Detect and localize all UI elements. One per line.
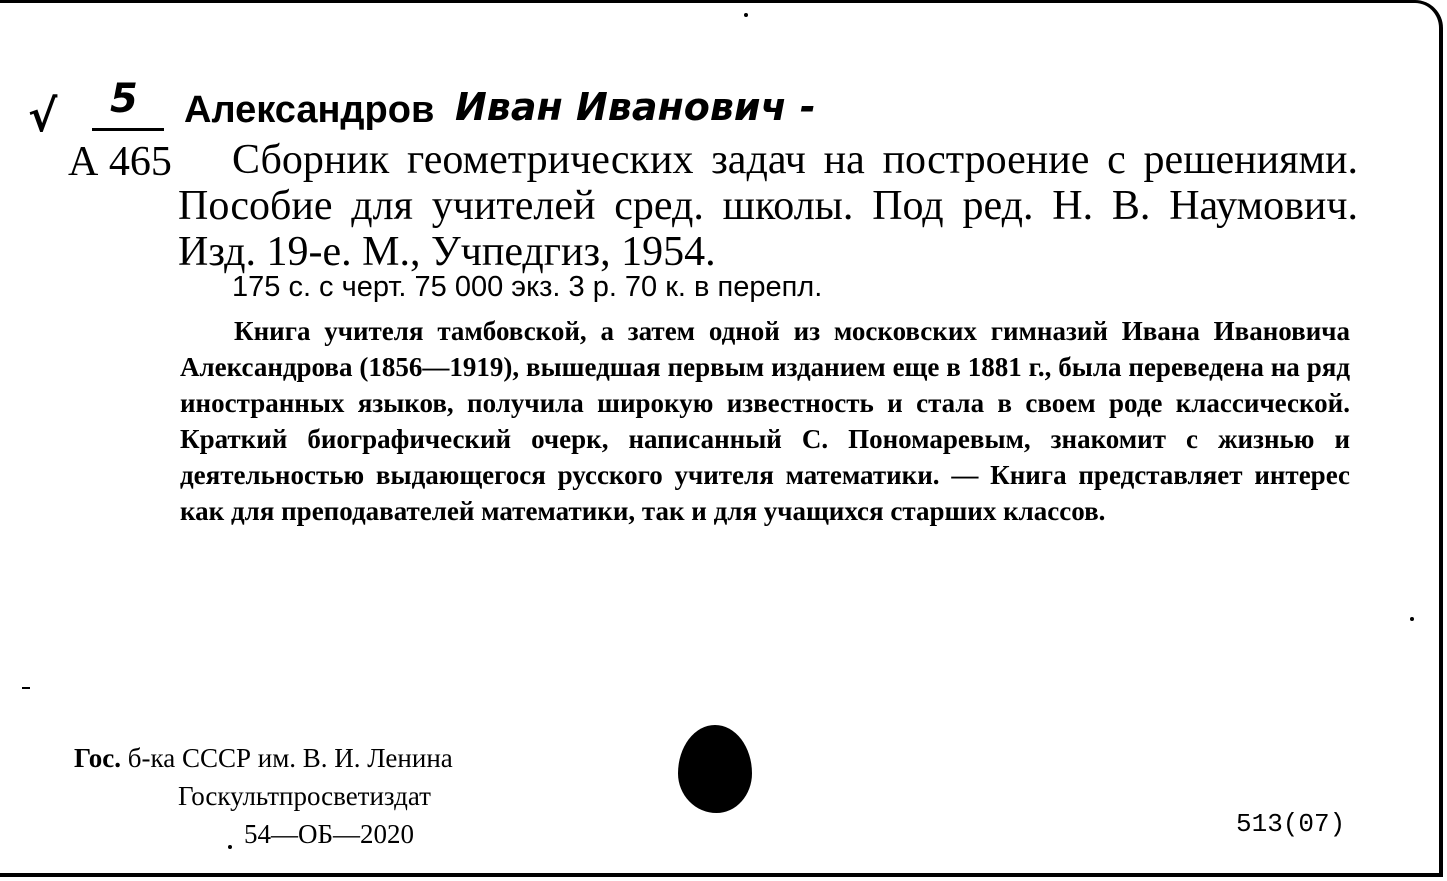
publisher-name: Госкультпросветиздат [178, 781, 431, 811]
speck [22, 687, 30, 689]
author-name-handwritten: Иван Иванович - [455, 85, 816, 129]
annotation-text: Книга учителя тамбовской, а затем одной из московских гимназий Ивана Ивановича Александрова (1856—1919), вышедшая первым изданием еще в 1881 г., была переведена на ряд иностранных языков, получила широкую известность и стала в своем роде классической. Краткий биографический очерк, написанный С. Пономаревым, знакомит с жизнью и деятельностью выдающегося русского учителя математики. — Книга представляет интерес как для преподавателей математики, так и для учащихся старших классов. [180, 316, 1350, 526]
footer-library-line [74, 739, 453, 777]
speck [228, 845, 232, 849]
punch-hole [678, 725, 752, 813]
call-number: А 465 [68, 139, 172, 185]
library-name: б-ка СССР им. В. И. Ленина [127, 743, 453, 773]
card-code: 54—ОБ—2020 [244, 819, 415, 849]
imprint-details: 175 с. с черт. 75 000 экз. 3 р. 70 к. в перепл. [232, 271, 823, 303]
underline-mark [92, 128, 164, 131]
speck [1410, 617, 1414, 621]
author-surname: Александров [184, 89, 435, 131]
handwritten-number: 5 [110, 76, 138, 122]
checkmark-handwritten: √ [28, 91, 58, 142]
classification-code: 513(07) [1236, 809, 1346, 839]
speck [744, 13, 748, 17]
footer-publisher-block [74, 739, 453, 853]
library-prefix: Гос. [74, 743, 122, 773]
book-title: Сборник геометрических задач на построение с решениями. Пособие для учителей сред. школы. Под ред. Н. В. Наумович. Изд. 19-е. М., Учпедгиз, 1954. [178, 137, 1358, 275]
